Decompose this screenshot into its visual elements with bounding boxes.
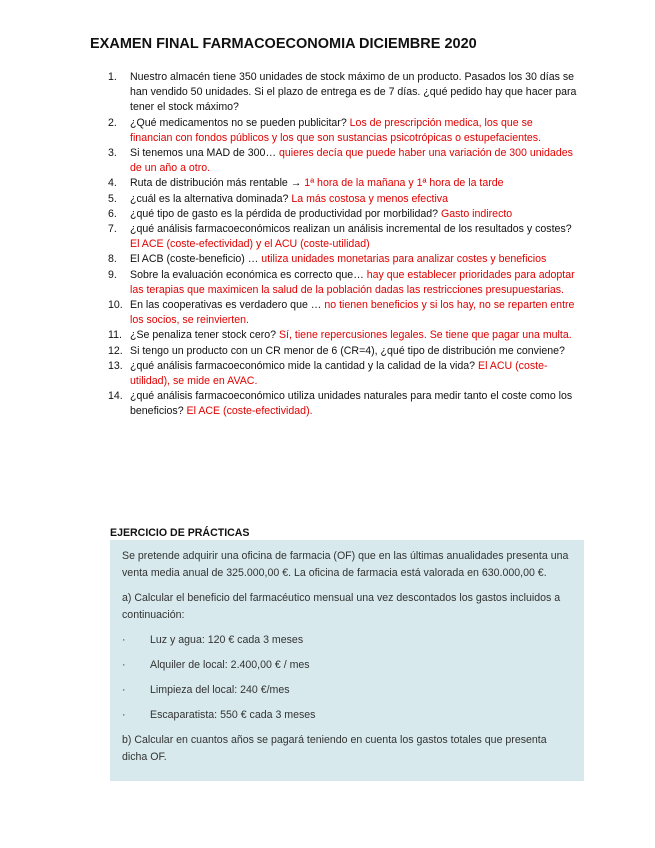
question-number: 7. — [108, 223, 117, 236]
answer-text: hay que establecer prioridades para adoptar las terapias que maximicen la salud de la población dadas las restricciones presupuestarias. — [130, 268, 575, 296]
question-item — [108, 192, 578, 207]
bullet-icon: · — [122, 659, 126, 671]
question-number: 1. — [108, 71, 117, 83]
question-item — [108, 389, 578, 419]
answer-text: La más costosa y menos efectiva — [291, 192, 448, 205]
question-text: ¿Qué medicamentos no se pueden publicitar? — [130, 116, 350, 129]
question-number: 3. — [108, 147, 117, 160]
question-item — [108, 70, 578, 116]
expense-item — [122, 682, 572, 699]
practice-part-a: a) Calcular el beneficio del farmacéutico mensual una vez descontados los gastos incluidos a continuación: — [122, 592, 561, 621]
question-number: 13. — [108, 359, 123, 372]
question-text: Ruta de distribución más rentable → — [130, 177, 305, 190]
expense-item — [122, 657, 572, 674]
question-text: En las cooperativas es verdadero que … — [130, 299, 325, 312]
question-number: 5. — [108, 192, 117, 205]
question-text: Si tenemos una MAD de 300… — [130, 147, 279, 160]
question-text: ¿qué análisis farmacoeconómico mide la cantidad y la calidad de la vida? — [130, 359, 479, 372]
question-item — [108, 298, 578, 328]
question-list — [108, 70, 578, 420]
question-item — [108, 222, 578, 252]
question-number: 4. — [108, 177, 117, 190]
question-number: 10. — [108, 299, 123, 312]
answer-text: Gasto indirecto — [440, 207, 513, 220]
question-text: Sobre la evaluación económica es correcto que… — [130, 268, 367, 281]
question-item — [108, 344, 578, 359]
bullet-icon: · — [122, 634, 126, 646]
question-text: ¿qué análisis farmacoeconómico utiliza unidades naturales para medir tanto el coste como los beneficios? — [130, 390, 573, 418]
question-item — [108, 146, 578, 176]
expense-item — [122, 707, 572, 724]
bullet-icon: · — [122, 684, 126, 696]
expense-item — [122, 632, 572, 649]
answer-text: 1ª hora de la mañana y 1ª hora de la tarde — [304, 177, 504, 190]
answer-text: Sí, tiene repercusiones legales. Se tiene que pagar una multa. — [278, 329, 572, 342]
question-text: ¿qué análisis farmacoeconómicos realizan un análisis incremental de los resultados y costes? — [130, 223, 572, 236]
question-text: ¿cuál es la alternativa dominada? — [130, 192, 292, 205]
answer-text: El ACE (coste-efectividad). — [186, 405, 313, 418]
practice-intro: Se pretende adquirir una oficina de farmacia (OF) que en las últimas anualidades presenta una venta media anual de 325.000,00 €. La oficina de farmacia está valorada en 630.000,00 €. — [122, 550, 569, 579]
question-item — [108, 359, 578, 389]
expense-text: Alquiler de local: 2.400,00 € / mes — [150, 659, 310, 671]
question-number: 11. — [108, 329, 122, 342]
answer-text: El ACU (coste-utilidad), se mide en AVAC. — [130, 359, 548, 388]
question-number: 12. — [108, 344, 123, 357]
question-text: Nuestro almacén tiene 350 unidades de stock máximo de un producto. Pasados los 30 días se han vendido 50 unidades. Si el plazo de entrega es de 7 días. ¿qué pedido hay que hacer para tener el stock máximo? — [130, 71, 577, 114]
question-number: 9. — [108, 268, 117, 281]
question-text: ¿Se penaliza tener stock cero? — [130, 329, 279, 342]
question-item — [108, 252, 578, 267]
bullet-icon: · — [122, 709, 126, 721]
expense-text: Luz y agua: 120 € cada 3 meses — [150, 634, 304, 646]
expense-text: Limpieza del local: 240 €/mes — [150, 684, 290, 696]
question-item — [108, 207, 578, 222]
practice-heading: EJERCICIO DE PRÁCTICAS — [110, 527, 250, 539]
question-number: 14. — [108, 390, 123, 403]
practice-part-b: b) Calcular en cuantos años se pagará teniendo en cuenta los gastos totales que presenta dicha OF. — [122, 734, 547, 763]
exam-title: EXAMEN FINAL FARMACOECONOMIA DICIEMBRE 2020 — [90, 36, 477, 52]
question-item — [108, 116, 578, 146]
answer-text: quieres decía que puede haber una variación de 300 unidades de un año a otro. — [130, 147, 573, 175]
question-item — [108, 176, 578, 191]
answer-text: El ACE (coste-efectividad) y el ACU (coste-utilidad) — [130, 238, 370, 251]
question-item — [108, 268, 578, 298]
question-text: Si tengo un producto con un CR menor de 6 (CR=4), ¿qué tipo de distribución me conviene? — [130, 344, 565, 357]
question-text: ¿qué tipo de gasto es la pérdida de productividad por morbilidad? — [130, 207, 441, 220]
answer-text: no tienen beneficios y si los hay, no se reparten entre los socios, se reinvierten. — [130, 299, 575, 327]
expense-text: Escaparatista: 550 € cada 3 meses — [150, 709, 316, 721]
answer-text: Los de prescripción medica, los que se financian con fondos públicos y los que son sustancias psicotrópicas o estupefacientes. — [130, 116, 542, 144]
answer-text: utiliza unidades monetarias para analizar costes y beneficios — [261, 253, 547, 266]
practice-box — [110, 540, 584, 781]
question-text: El ACB (coste-beneficio) … — [130, 253, 262, 266]
question-number: 8. — [108, 253, 117, 266]
question-item — [108, 328, 578, 343]
question-number: 6. — [108, 207, 117, 220]
question-number: 2. — [108, 116, 117, 129]
